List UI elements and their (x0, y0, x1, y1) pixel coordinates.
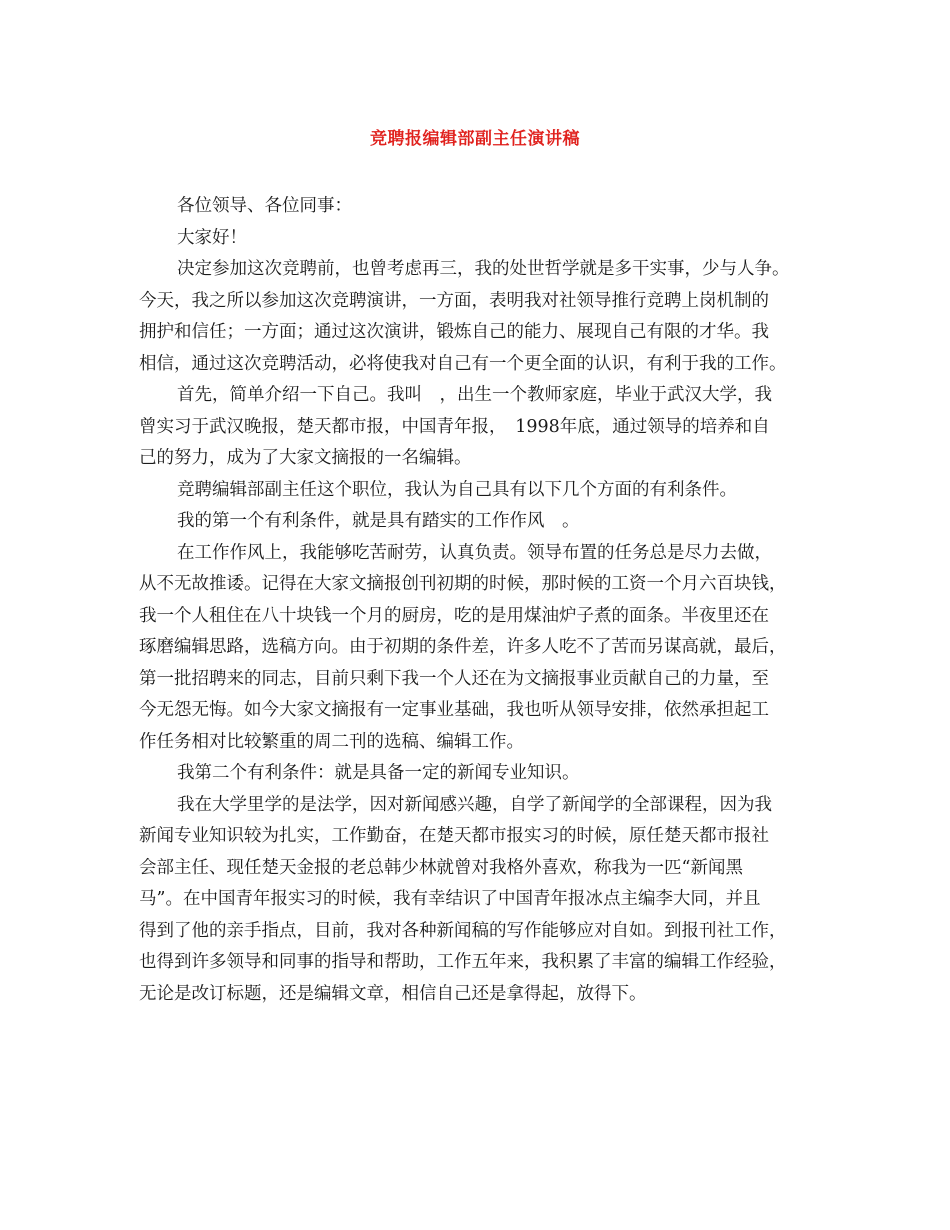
paragraph-first-line: 大家好！ (177, 227, 247, 248)
paragraph-line: 琢磨编辑思路，选稿方向。由于初期的条件差，许多人吃不了苦而另谋高就，最后， (139, 637, 787, 657)
paragraph-first-line: 我在大学里学的是法学，因对新闻感兴趣，自学了新闻学的全部课程，因为我 (177, 794, 772, 815)
paragraph-line: 得到了他的亲手指点，目前，我对各种新闻稿的写作能够应对自如。到报刊社工作， (139, 920, 787, 941)
document-body (139, 191, 821, 1010)
paragraph-line: 从不无故推诿。记得在大家文摘报创刊初期的时候，那时候的工资一个月六百块钱， (139, 574, 787, 594)
paragraph-line: 曾实习于武汉晚报，楚天都市报，中国青年报， 1998年底，通过领导的培养和自 (139, 416, 770, 437)
document-title: 竞聘报编辑部副主任演讲稿 (370, 129, 580, 149)
paragraph-line: 无论是改订标题，还是编辑文章，相信自己还是拿得起，放得下。 (139, 983, 647, 1004)
paragraph-first-line: 我的第一个有利条件，就是具有踏实的工作作风 。 (177, 511, 580, 531)
paragraph-first-line: 首先，简单介绍一下自己。我叫 ，出生一个教师家庭，毕业于武汉大学，我 (177, 385, 772, 405)
paragraph-line: 第一批招聘来的同志，目前只剩下我一个人还在为文摘报事业贡献自己的力量，至 (139, 668, 769, 689)
paragraph-line: 相信，通过这次竞聘活动，必将使我对自己有一个更全面的认识，有利于我的工作。 (139, 353, 787, 374)
paragraph-line: 今天，我之所以参加这次竞聘演讲，一方面，表明我对社领导推行竞聘上岗机制的 (139, 290, 769, 311)
paragraph-first-line: 各位领导、各位同事： (177, 196, 352, 216)
paragraph-line: 也得到许多领导和同事的指导和帮助，工作五年来，我积累了丰富的编辑工作经验， (139, 952, 787, 972)
paragraph-line: 今无怨无悔。如今大家文摘报有一定事业基础，我也听从领导安排，依然承担起工 (139, 700, 769, 720)
paragraph-first-line: 在工作作风上，我能够吃苦耐劳，认真负责。领导布置的任务总是尽力去做， (177, 542, 772, 563)
paragraph-line: 会部主任、现任楚天金报的老总韩少林就曾对我格外喜欢，称我为一匹“新闻黑 (139, 857, 743, 878)
paragraph-line: 马”。在中国青年报实习的时候，我有幸结识了中国青年报冰点主编李大同，并且 (139, 889, 761, 909)
paragraph-line: 我一个人租住在八十块钱一个月的厨房，吃的是用煤油炉子煮的面条。半夜里还在 (139, 605, 769, 626)
paragraph-first-line: 我第二个有利条件：就是具备一定的新闻专业知识。 (177, 763, 580, 783)
paragraph-line: 己的努力，成为了大家文摘报的一名编辑。 (139, 448, 472, 468)
paragraph-first-line: 竞聘编辑部副主任这个职位，我认为自己具有以下几个方面的有利条件。 (177, 479, 737, 500)
paragraph-line: 新闻专业知识较为扎实，工作勤奋，在楚天都市报实习的时候，原任楚天都市报社 (139, 826, 769, 846)
paragraph-line: 拥护和信任；一方面；通过这次演讲，锻炼自己的能力、展现自己有限的才华。我 (139, 322, 769, 342)
paragraph-first-line: 决定参加这次竞聘前，也曾考虑再三，我的处世哲学就是多干实事，少与人争。 (177, 259, 790, 279)
paragraph-line: 作任务相对比较繁重的周二刊的选稿、编辑工作。 (139, 731, 524, 752)
